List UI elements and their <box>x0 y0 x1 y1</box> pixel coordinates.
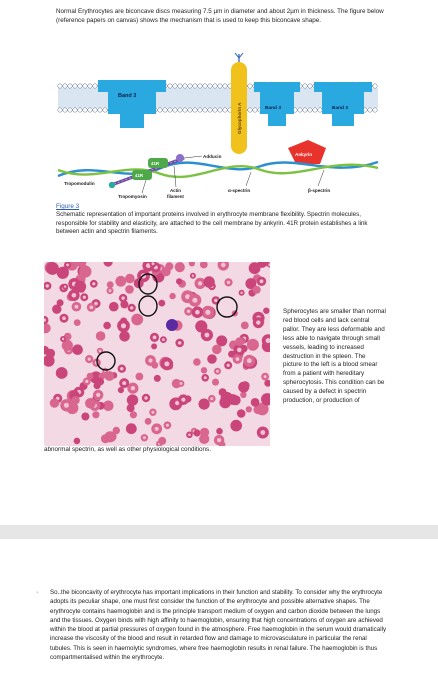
lipid-head <box>198 108 202 112</box>
central-pallor <box>64 285 66 287</box>
lipid-head <box>223 108 227 112</box>
central-pallor <box>237 348 242 353</box>
central-pallor <box>99 350 102 353</box>
red-blood-cell <box>81 413 89 421</box>
lipid-head <box>78 108 82 112</box>
lipid-head <box>248 108 252 112</box>
central-pallor <box>227 364 230 367</box>
lipid-head <box>203 84 207 88</box>
red-blood-cell <box>253 286 261 294</box>
red-blood-cell <box>237 409 246 418</box>
red-blood-cell <box>105 371 115 381</box>
ankyrin <box>288 140 326 164</box>
red-blood-cell <box>104 262 113 267</box>
red-blood-cell <box>44 323 51 333</box>
red-blood-cell <box>109 302 119 312</box>
lipid-head <box>168 84 172 88</box>
red-blood-cell <box>79 266 91 278</box>
red-blood-cell <box>103 322 111 330</box>
red-blood-cell <box>101 434 110 443</box>
lipid-head <box>193 84 197 88</box>
lipid-head <box>58 84 62 88</box>
central-pallor <box>66 264 69 267</box>
central-pallor <box>96 393 100 397</box>
lipid-head <box>218 108 222 112</box>
central-pallor <box>195 310 200 315</box>
lipid-head <box>88 84 92 88</box>
red-blood-cell <box>169 293 175 299</box>
band3-middle <box>254 82 300 126</box>
central-pallor <box>221 263 226 268</box>
spectrin-filaments <box>58 162 378 177</box>
lipid-head <box>173 84 177 88</box>
red-blood-cell <box>199 399 210 410</box>
central-pallor <box>143 436 146 439</box>
lipid-head <box>373 108 377 112</box>
central-pallor <box>180 382 183 385</box>
red-blood-cell <box>72 344 83 355</box>
intro-paragraph: Normal Erythrocytes are biconcave discs measuring 7.5 µm in diameter and about 2µm in thickness. The figure below (reference papers on canvas) shows the mechanism that is used to keep this biconcave shape. <box>56 8 384 24</box>
red-blood-cell <box>189 262 195 267</box>
central-pallor <box>205 310 210 315</box>
lipid-head <box>158 108 162 112</box>
red-blood-cell <box>97 378 105 386</box>
central-pallor <box>260 430 265 435</box>
lipid-head <box>73 108 77 112</box>
red-blood-cell <box>113 427 120 434</box>
red-blood-cell <box>130 411 137 418</box>
red-blood-cell <box>207 354 217 364</box>
lipid-head <box>63 84 67 88</box>
lipid-head <box>98 108 102 112</box>
band3-left-label: Band 3 <box>118 93 137 99</box>
band3-right-label: Band 3 <box>332 106 348 111</box>
red-blood-cell <box>107 281 114 288</box>
lipid-head <box>298 108 302 112</box>
central-pallor <box>188 434 191 437</box>
central-pallor <box>236 357 240 361</box>
actin-label-line1: Actin <box>170 188 181 193</box>
central-pallor <box>46 284 49 287</box>
central-pallor <box>88 358 91 361</box>
lipid-head <box>198 84 202 88</box>
red-blood-cell <box>247 339 259 351</box>
central-pallor <box>144 396 147 399</box>
red-blood-cell <box>131 314 143 326</box>
red-blood-cell <box>119 331 130 342</box>
central-pallor <box>247 358 252 363</box>
ankyrin-label: Ankyrin <box>295 152 313 157</box>
red-blood-cell <box>74 319 81 326</box>
red-blood-cell <box>264 380 270 387</box>
lipid-head <box>188 108 192 112</box>
lipid-head <box>313 108 317 112</box>
lipid-head <box>188 84 192 88</box>
red-blood-cell <box>162 267 171 276</box>
lipid-head <box>73 84 77 88</box>
red-blood-cell <box>85 398 96 409</box>
red-blood-cell <box>118 387 124 393</box>
red-blood-cell <box>151 343 157 349</box>
red-blood-cell <box>175 262 185 272</box>
central-pallor <box>83 296 86 299</box>
figure-caption: Schematic representation of important proteins involved in erythrocyte membrane flexibility. Spectrin molecules, responsible for stability and elasticity, are attached to the cell membrane by ankyrin. 41R protein establishes a link between actin and spectrin filaments. <box>56 211 368 236</box>
red-blood-cell <box>216 428 223 435</box>
adducin-label: Adducin <box>203 154 222 159</box>
red-blood-cell <box>57 299 64 306</box>
protein-41r-top-label: 41R <box>151 161 160 166</box>
red-blood-cell <box>221 394 227 400</box>
red-blood-cell <box>127 394 138 405</box>
glycophorin-label: Glycophorin A <box>237 102 242 134</box>
side-paragraph: Spherocytes are smaller than normal red blood cells and lack central pallor. They are less deformable and less able to navigate through small vessels, leading to increased destruction in the spleen. The picture to the left is a blood smear from a patient with hereditary spherocytosis. This condition can be caused by a defect in spectrin production, or production of <box>283 308 386 405</box>
lipid-head <box>168 108 172 112</box>
lipid-head <box>63 108 67 112</box>
central-pallor <box>75 305 79 309</box>
band3-right <box>314 82 372 126</box>
central-pallor <box>198 281 202 285</box>
central-pallor <box>187 310 190 313</box>
lipid-head <box>163 108 167 112</box>
lipid-head <box>88 108 92 112</box>
red-blood-cell <box>246 406 252 412</box>
paragraph-biconcavity: So..the biconcavity of erythrocyte has important implications in their function and stability. To consider why the erythrocyte adopts its peculiar shape, one must first consider the function of the erythrocyte and possible alternative shapes. The erythrocyte contains haemoglobin and is the principle transport medium of oxygen and carbon dioxide between the lungs and the tissues. Oxygen binds with high affinity to haemoglobin, ensuring that high concentrations of oxygen are achieved within the blood at partial pressures of oxygen found in the atmosphere. Free haemoglobin in the serum would dramatically increase the viscosity of the blood and result in retarded flow and damage to microvasculature in particular the renal tubules. This is seen in haemolytic syndromes, where free haemoglobin results in renal failure. The haemoglobin is thus compartmentalised within the erythrocyte. <box>50 589 387 662</box>
red-blood-cell <box>200 262 208 268</box>
lipid-head <box>58 108 62 112</box>
red-blood-cell <box>158 300 165 307</box>
central-pallor <box>85 380 88 383</box>
lipid-head <box>248 84 252 88</box>
central-pallor <box>121 323 126 328</box>
central-pallor <box>155 427 159 431</box>
tropomodulin <box>64 181 115 188</box>
central-pallor <box>62 316 66 320</box>
red-blood-cell <box>92 411 99 418</box>
central-pallor <box>92 282 95 285</box>
lipid-head <box>68 108 72 112</box>
central-pallor <box>210 397 213 400</box>
lipid-head <box>178 108 182 112</box>
central-pallor <box>131 386 135 390</box>
under-image-text: abnormal spectrin, as well as other physiological conditions. <box>44 446 211 453</box>
central-pallor <box>216 370 219 373</box>
glycophorin-a <box>231 62 247 154</box>
lipid-head <box>183 84 187 88</box>
adducin <box>176 154 222 162</box>
membrane-protein-diagram <box>56 52 381 204</box>
central-pallor <box>192 275 194 277</box>
beta-spectrin-label: β-spectrin <box>308 188 331 193</box>
central-pallor <box>120 367 123 370</box>
lipid-head <box>93 108 97 112</box>
lipid-head <box>218 84 222 88</box>
central-pallor <box>148 358 152 362</box>
band3-middle-label: Band 3 <box>265 106 281 111</box>
lymphocyte <box>166 319 178 331</box>
red-blood-cell <box>136 373 144 381</box>
red-blood-cell <box>96 331 106 341</box>
page-separator <box>0 525 438 539</box>
tropomodulin-label: Tropomodulin <box>64 181 95 186</box>
central-pallor <box>214 299 217 302</box>
lipid-head <box>208 84 212 88</box>
red-blood-cell <box>71 396 79 404</box>
central-pallor <box>151 411 154 414</box>
red-blood-cell <box>193 429 200 436</box>
central-pallor <box>166 424 169 427</box>
red-blood-cell <box>212 345 222 355</box>
central-pallor <box>62 338 64 340</box>
red-blood-cell <box>230 420 242 432</box>
red-blood-cell <box>238 382 249 393</box>
red-blood-cell <box>145 418 152 425</box>
red-blood-cell <box>235 337 244 346</box>
central-pallor <box>153 336 157 340</box>
central-pallor <box>164 361 169 366</box>
red-blood-cell <box>251 398 260 407</box>
lipid-head <box>308 84 312 88</box>
lipid-head <box>183 108 187 112</box>
red-blood-cell <box>127 404 135 412</box>
central-pallor <box>205 333 210 338</box>
red-blood-cell <box>241 322 249 330</box>
red-blood-cell <box>126 423 137 434</box>
lipid-head <box>253 108 257 112</box>
red-blood-cell <box>158 437 166 445</box>
blood-smear-image <box>44 262 270 446</box>
actin-label-line2: filament <box>167 194 184 199</box>
red-blood-cell <box>125 285 134 294</box>
red-blood-cell <box>50 398 59 407</box>
bullet-mark: · <box>36 589 39 596</box>
lipid-head <box>178 84 182 88</box>
red-blood-cell <box>201 367 207 373</box>
red-blood-cell <box>200 428 209 437</box>
central-pallor <box>152 262 155 265</box>
lipid-head <box>373 84 377 88</box>
central-pallor <box>181 398 185 402</box>
central-pallor <box>227 281 230 284</box>
central-pallor <box>192 298 197 303</box>
lipid-head <box>303 108 307 112</box>
red-blood-cell <box>74 438 81 445</box>
tropomyosin-label: Tropomyosin <box>118 194 147 199</box>
lipid-head <box>83 108 87 112</box>
blood-cells <box>44 262 270 446</box>
lipid-head <box>208 108 212 112</box>
central-pallor <box>162 338 165 341</box>
lipid-head <box>213 84 217 88</box>
lipid-head <box>213 108 217 112</box>
lipid-head <box>173 108 177 112</box>
red-blood-cell <box>57 267 69 279</box>
red-blood-cell <box>176 278 182 284</box>
lipid-head <box>223 84 227 88</box>
central-pallor <box>122 381 126 385</box>
lipid-head <box>83 84 87 88</box>
central-pallor <box>260 279 264 283</box>
central-pallor <box>217 438 221 442</box>
central-pallor <box>64 403 69 408</box>
central-pallor <box>240 292 242 294</box>
central-pallor <box>121 296 124 299</box>
lipid-head <box>78 84 82 88</box>
red-blood-cell <box>203 276 214 287</box>
central-pallor <box>204 376 207 379</box>
lipid-head <box>308 108 312 112</box>
central-pallor <box>178 341 181 344</box>
lipid-head <box>193 108 197 112</box>
lipid-head <box>93 84 97 88</box>
lipid-head <box>318 108 322 112</box>
red-blood-cell <box>212 379 219 386</box>
lipid-head <box>103 108 107 112</box>
lipid-head <box>303 84 307 88</box>
band3-left <box>98 80 166 128</box>
red-blood-cell <box>56 367 68 379</box>
red-blood-cell <box>193 358 201 366</box>
central-pallor <box>130 306 133 309</box>
protein-41r-bottom-label: 41R <box>135 173 144 178</box>
central-pallor <box>264 375 267 378</box>
red-blood-cell <box>115 276 126 287</box>
central-pallor <box>109 289 112 292</box>
figure-label: Figure 3 <box>56 203 80 210</box>
lipid-head <box>203 108 207 112</box>
central-pallor <box>72 293 77 298</box>
alpha-spectrin-label: α-spectrin <box>228 188 251 193</box>
central-pallor <box>90 306 94 310</box>
red-blood-cell <box>154 375 161 382</box>
red-blood-cell <box>263 308 269 314</box>
lipid-head <box>368 108 372 112</box>
lipid-head <box>68 84 72 88</box>
central-pallor <box>256 320 260 324</box>
red-blood-cell <box>125 274 135 284</box>
red-blood-cell <box>195 320 207 332</box>
